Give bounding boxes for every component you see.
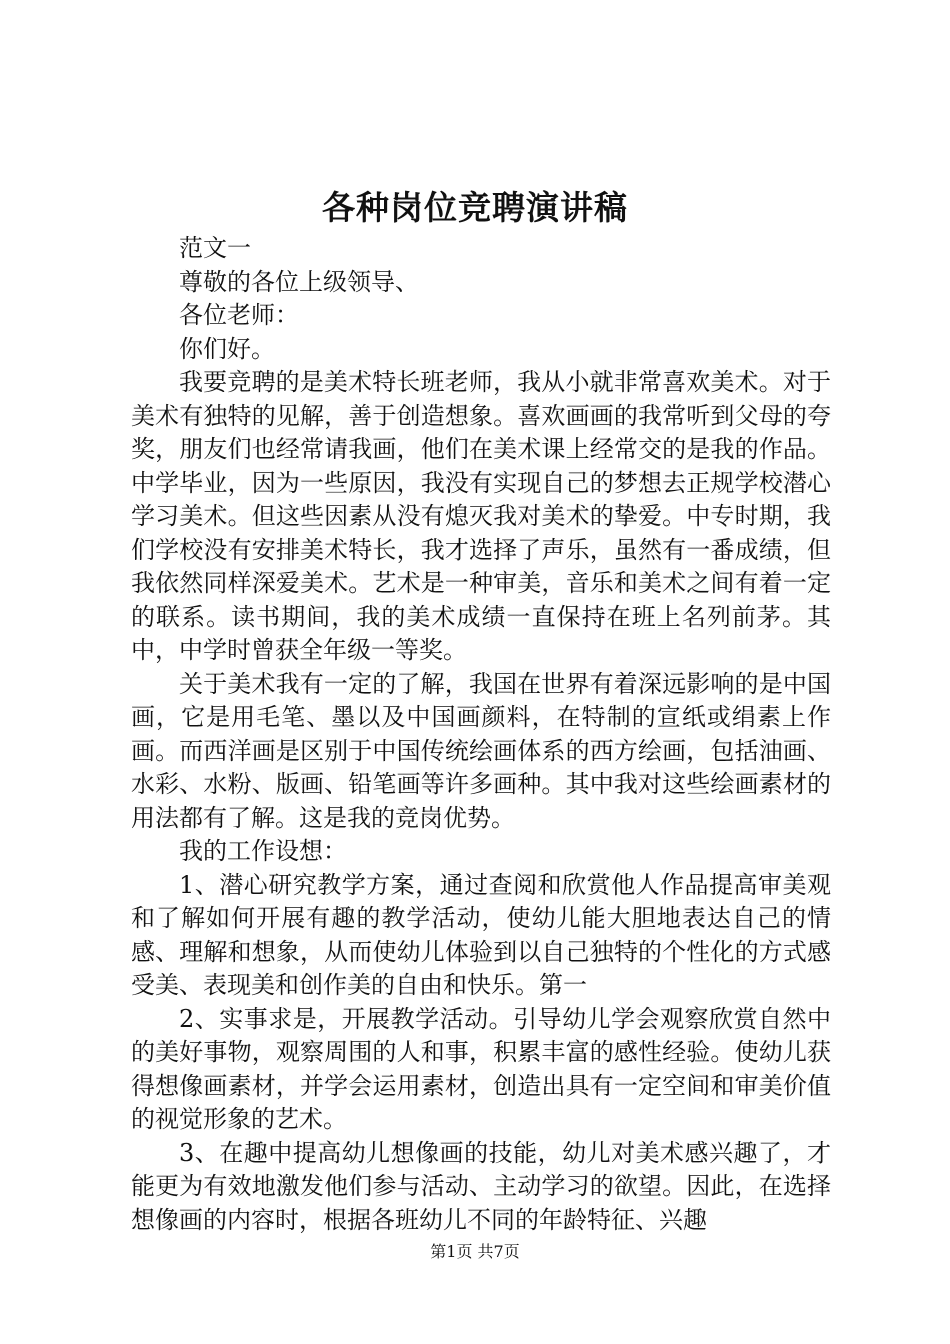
paragraph-knowledge: 关于美术我有一定的了解，我国在世界有着深远影响的是中国画，它是用毛笔、墨以及中国画颜料，在特制的宣纸或绢素上作画。而西洋画是区别于中国传统绘画体系的西方绘画，包括油画、水彩、水粉、版画、铅笔画等许多画种。其中我对这些绘画素材的用法都有了解。这是我的竞岗优势。	[131, 669, 831, 832]
paragraph-idea-1: 1、潜心研究教学方案，通过查阅和欣赏他人作品提高审美观和了解如何开展有趣的教学活动，使幼儿能大胆地表达自己的情感、理解和想象，从而使幼儿体验到以自己独特的个性化的方式感受美、表现美和创作美的自由和快乐。第一	[131, 870, 831, 999]
paragraph-idea-3: 3、在趣中提高幼儿想像画的技能，幼儿对美术感兴趣了，才能更为有效地激发他们参与活动、主动学习的欲望。因此，在选择想像画的内容时，根据各班幼儿不同的年龄特征、兴趣	[131, 1138, 831, 1234]
document-title: 各种岗位竞聘演讲稿	[322, 188, 628, 227]
paragraph-salutation-2: 各位老师：	[179, 301, 299, 329]
paragraph-intro: 我要竞聘的是美术特长班老师，我从小就非常喜欢美术。对于美术有独特的见解，善于创造想象。喜欢画画的我常听到父母的夸奖，朋友们也经常请我画，他们在美术课上经常交的是我的作品。中学毕业，因为一些原因，我没有实现自己的梦想去正规学校潜心学习美术。但这些因素从没有熄灭我对美术的挚爱。中专时期，我们学校没有安排美术特长，我才选择了声乐，虽然有一番成绩，但我依然同样深爱美术。艺术是一种审美，音乐和美术之间有着一定的联系。读书期间，我的美术成绩一直保持在班上名列前茅。其中，中学时曾获全年级一等奖。	[131, 368, 831, 664]
page-number: 第1页 共7页	[430, 1242, 520, 1261]
paragraph-greeting: 你们好。	[179, 334, 275, 363]
paragraph-idea-2: 2、实事求是，开展教学活动。引导幼儿学会观察欣赏自然中的美好事物，观察周围的人和事，积累丰富的感性经验。使幼儿获得想像画素材，并学会运用素材，创造出具有一定空间和审美价值的视觉形象的艺术。	[131, 1004, 831, 1133]
document-body	[131, 232, 831, 1237]
paragraph-salutation: 尊敬的各位上级领导、	[179, 267, 419, 296]
paragraph-heading: 范文一	[179, 234, 251, 262]
paragraph-work-ideas-heading: 我的工作设想：	[179, 837, 347, 865]
